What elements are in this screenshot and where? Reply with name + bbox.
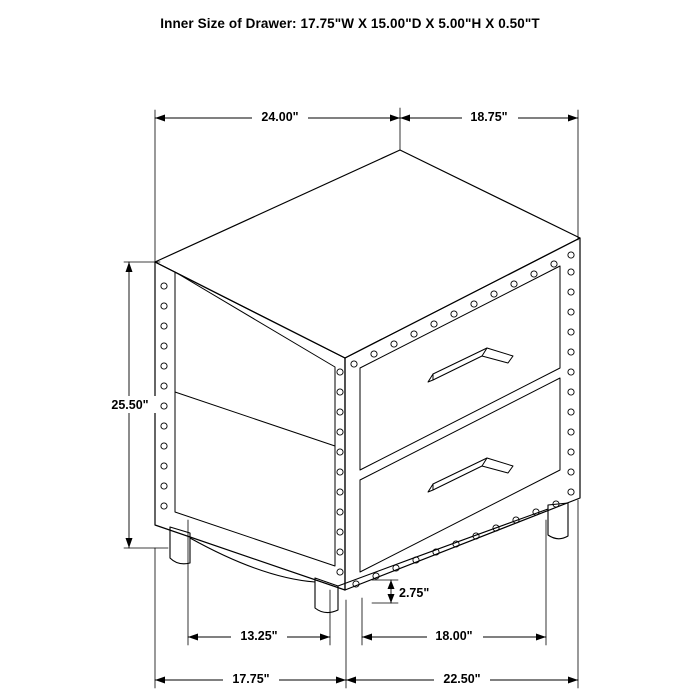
dim-leg-height	[388, 580, 395, 603]
front-drawer-lines	[175, 272, 335, 566]
dim-label-top-left: 24.00"	[261, 110, 299, 124]
dim-label-height-left: 25.50"	[111, 398, 149, 412]
side-drawer-fronts	[360, 266, 560, 572]
dim-label-leg-height: 2.75"	[399, 586, 430, 600]
nailhead-trim	[161, 252, 574, 587]
dim-label-top-right: 18.75"	[470, 110, 508, 124]
drawer-handle-lower	[428, 458, 513, 492]
nightstand-body	[155, 150, 580, 590]
dim-label-bottom-outer-right: 22.50"	[443, 672, 481, 686]
legs	[170, 503, 568, 613]
drawer-handle-upper	[428, 348, 513, 382]
dim-label-bottom-inner-right: 18.00"	[435, 629, 473, 643]
dim-label-bottom-inner-left: 13.25"	[240, 629, 278, 643]
page-title: Inner Size of Drawer: 17.75"W X 15.00"D X 5.00"H X 0.50"T	[160, 16, 540, 31]
dim-label-bottom-outer-left: 17.75"	[232, 672, 270, 686]
